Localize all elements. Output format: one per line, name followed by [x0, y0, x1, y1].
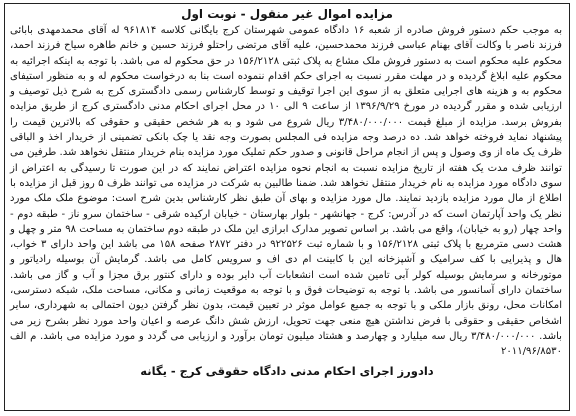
auction-notice: [4, 3, 570, 411]
notice-body: به موجب حکم دستور فروش صادره از شعبه ۱۶ دادگاه عمومی شهرستان کرج بایگانی کلاسه ۹۶۱۸۱۴ له آقای محمدمهدی بابائی فرزند ناصر با وکالت آقای بهنام عباسی فرزند محمدحسین، علیه آقای مرتضی راحتلو فرزند حسین و خانم طاهره سیاح فرزند احمد، محکوم علیه محکوم است به دستور فروش ملک مشاع به پلاک ثبتی ۱۵۶/۲۱۲۸ در حق محکوم له می باشد. با توجه به اینکه اجرائیه به محکوم علیه ابلاغ گردیده و در مهلت مقرر نسبت به اجرای حکم اقدام ننموده است بنا به درخواست محکوم له و به منظور استیفای محکوم به و هزینه های اجرایی متعلق به از سوی این اجرا توقیف و توسط کارشناس رسمی دادگستری کرج به شرح ذیل توصیف و ارزیابی شده و مقرر گردیده در مورخ ۱۳۹۶/۹/۲۹ از ساعت ۹ الی ۱۰ در محل اجرای احکام مدنی دادگستری کرج از طریق مزایده بفروش برسد. مزایده از مبلغ قیمت ۳/۴۸۰/۰۰۰/۰۰۰ ریال شروع می شود و به هر شخص حقیقی و حقوقی که بالاترین قیمت را پیشنهاد نماید فروخته خواهد شد. ده درصد وجه مزایده فی المجلس بصورت وجه نقد یا چک بانکی تضمینی از خریدار اخذ و الباقی ظرف یک ماه از وی وصول و پس از انجام مراحل قانونی و صدور حکم تملیک مورد مزایده بنام خریدار منتقل نخواهد شد. طرفین می توانند ظرف مدت یک هفته از تاریخ مزایده نسبت به انجام نحوه مزایده اعتراض نمایند که در این صورت تا رسیدگی به اعتراض از سوی دادگاه مورد مزایده به نام خریدار منتقل نخواهد شد. ضمنا طالبین به شرکت در مزایده می توانند ظرف ۵ روز قبل از مزایده با اطلاع از مال مورد مزایده بازدید نمایند. مال مورد مزایده و بهای آن طبق نظر کارشناس بدین شرح است: موضوع ملک ملک مورد نظر یک واحد آپارتمان است که در آدرس: کرج - جهانشهر - بلوار بهارستان - خیابان ارکیده شرقی - ساختمان سرو ناز - طبقه دوم - واحد چهار (رو به خیابان)، واقع می باشد. بر اساس تصویر مدارک ابرازی این ملک در طبقه دوم ساختمان به مساحت ۹۸ متر و چهل و هشت دسی مترمربع با پلاک ثبتی ۱۵۶/۲۱۲۸ و با شماره ثبت ۹۲۲۵۲۶ در دفتر ۲۸۷۲ صفحه ۱۵۸ می باشد این واحد دارای ۳ خواب، هال و پذیرایی با کف سرامیک و آشپزخانه این با کابینت ام دی اف و سرویس کامل می باشد. گرمایش آن بوسیله رادیاتور و موتورخانه و سرمایش بوسیله کولر آبی تامین شده است انشعابات آب دایر بوده و دارای کنتور برق مجزا و آب و گاز می باشد. ساختمان دارای آسانسور می باشد. با توجه به توضیحات فوق و با توجه به موقعیت زمانی و مکانی، مساحت ملک، شبکه دسترسی، امکانات محل، رونق بازار ملکی و با توجه به جمیع عوامل موثر در تعیین قیمت، بدون نظر گرفتن دیون احتمالی به شهرداری، سایر اشخاص حقیقی و حقوقی با فرض نداشتن هیچ منعی جهت تحویل، ارزش شش دانگ عرصه و اعیان واحد مورد نظر بشرح زیر می باشد. ۳/۴۸۰/۰۰۰/۰۰۰ ریال سه میلیارد و چهارصد و هشتاد میلیون تومان برآورد و ارزیابی می گردد و مورد مزایده می باشد. م الف ۲۰۱۱/۹۶/۸۵۳۰: [10, 25, 563, 358]
notice-title: مزایده اموال غیر منقول - نوبت اول: [181, 7, 393, 21]
notice-signature: دادورز اجرای احکام مدنی دادگاه حقوقی کرج - یگانه: [140, 363, 434, 378]
